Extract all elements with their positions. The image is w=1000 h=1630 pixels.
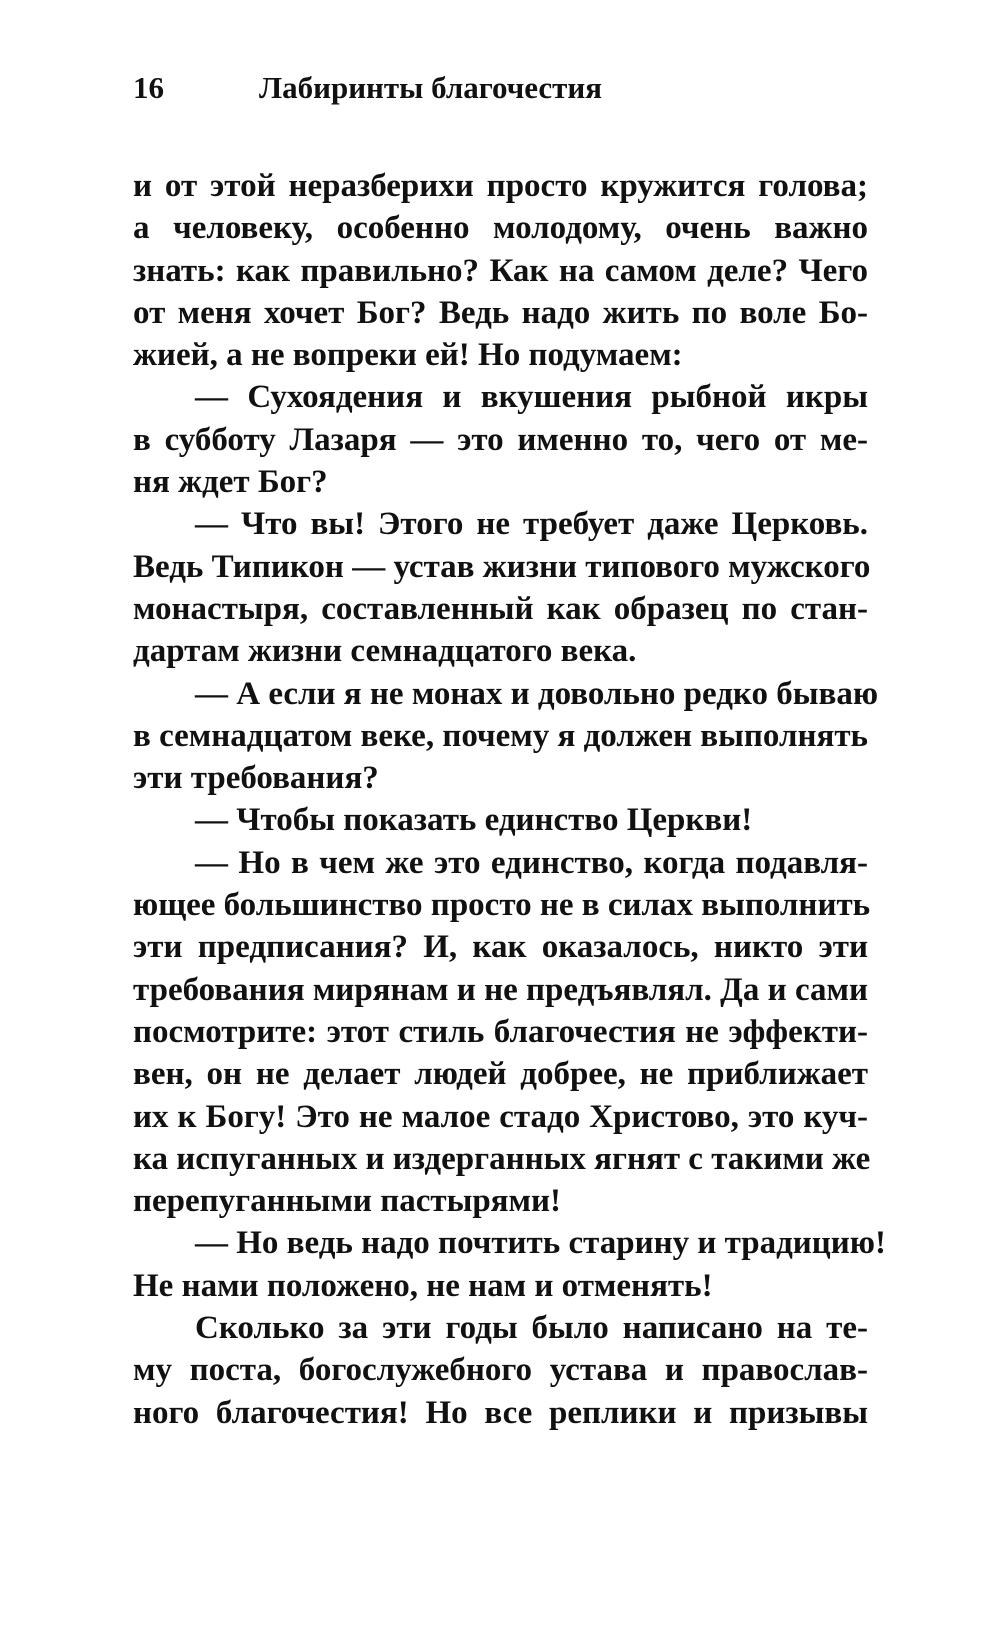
text-line: ного благочестия! Но все реплики и призывы: [133, 1394, 868, 1431]
body-text: [133, 165, 887, 1434]
text-line: от меня хочет Бог? Ведь надо жить по воле Бо-: [133, 294, 868, 331]
text-line: ющее большинство просто не в силах выполнить: [133, 887, 871, 924]
text-line: — Что вы! Этого не требует даже Церковь.: [195, 506, 868, 543]
text-line: в семнадцатом веке, почему я должен выполнять: [133, 717, 868, 754]
text-line: — Сухоядения и вкушения рыбной икры: [195, 379, 868, 416]
text-line: Ведь Типикон — устав жизни типового мужского: [133, 548, 871, 585]
text-line: их к Богу! Это не малое стадо Христово, это куч-: [133, 1098, 868, 1135]
text-line: — А если я не монах и довольно редко бываю: [195, 675, 879, 712]
text-line: в субботу Лазаря — это именно то, чего от ме-: [133, 421, 868, 458]
text-line: Сколько за эти годы было написано на те-: [195, 1310, 868, 1347]
text-line: вен, он не делает людей добрее, не приближает: [133, 1056, 868, 1093]
text-line: посмотрите: этот стиль благочестия не эффекти-: [133, 1013, 868, 1050]
text-line: му поста, богослужебного устава и православ-: [133, 1352, 868, 1389]
text-line: Не нами положено, не нам и отменять!: [133, 1267, 713, 1304]
text-line: знать: как правильно? Как на самом деле? Чего: [133, 252, 868, 289]
text-line: эти требования?: [133, 760, 379, 797]
text-line: ка испуганных и издерганных ягнят с такими же: [133, 1140, 871, 1177]
text-line: — Чтобы показать единство Церкви!: [195, 802, 753, 839]
text-line: ня ждет Бог?: [133, 464, 328, 501]
text-line: монастыря, составленный как образец по стан-: [133, 590, 868, 627]
running-head: [133, 68, 602, 108]
text-line: требования мирянам и не предъявлял. Да и сами: [133, 971, 868, 1008]
text-line: перепуганными пастырями!: [133, 1183, 562, 1220]
text-line: — Но в чем же это единство, когда подавля-: [195, 844, 868, 881]
text-line: — Но ведь надо почтить старину и традицию!: [195, 1225, 887, 1262]
text-line: и от этой неразберихи просто кружится голова;: [133, 168, 868, 204]
text-line: дартам жизни семнадцатого века.: [133, 633, 637, 670]
text-line: жией, а не вопреки ей! Но подумаем:: [133, 337, 683, 374]
running-title: Лабиринты благочестия: [259, 70, 602, 105]
text-line: эти предписания? И, как оказалось, никто эти: [133, 929, 868, 966]
text-line: а человеку, особенно молодому, очень важно: [133, 210, 868, 247]
page-number: 16: [133, 70, 164, 105]
